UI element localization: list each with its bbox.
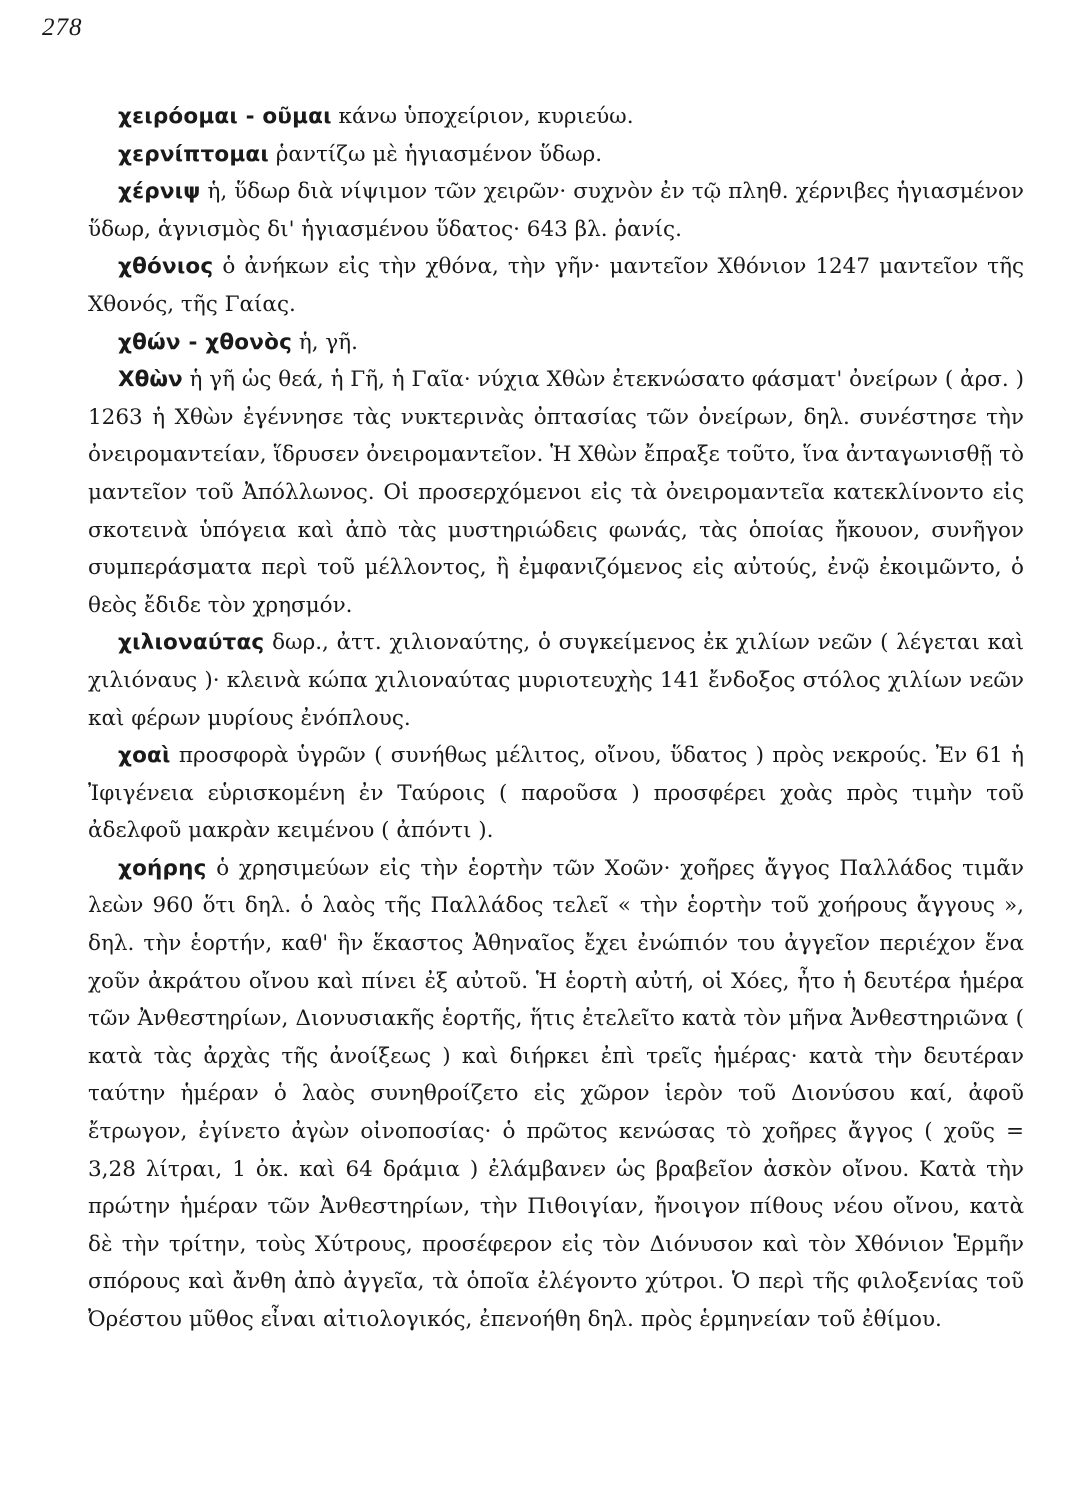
entry-chilionautas <box>88 624 1024 737</box>
definition: ὁ ἀνήκων εἰς τὴν χθόνα, τὴν γῆν· μαντεῖον Χθόνιον 1247 μαντεῖον τῆς Χθονός, τῆς Γαίας. <box>88 254 1024 317</box>
definition: ἡ, γῆ. <box>292 329 358 355</box>
entry-chthonios <box>88 248 1024 323</box>
headword: χερνίπτομαι <box>118 141 269 167</box>
headword: χέρνιψ <box>118 179 201 205</box>
entry-chthon <box>88 324 1024 362</box>
headword: χοαὶ <box>118 743 171 769</box>
headword: χειρόομαι - οῦμαι <box>118 104 332 129</box>
definition: προσφορὰ ὑγρῶν ( συνήθως μέλιτος, οἴνου, ὕδατος ) πρὸς νεκρούς. Ἐν 61 ἡ Ἰφιγένεια εὑρισκομένη ἐν Ταύροις ( παροῦσα ) προσφέρει χοὰς πρὸς τιμὴν τοῦ ἀδελφοῦ μακρὰν κειμένου ( ἀπόντι ). <box>88 743 1024 844</box>
headword: χθόνιος <box>118 254 214 280</box>
headword: χθών - χθονὸς <box>118 329 293 355</box>
definition: ὁ χρησιμεύων εἰς τὴν ἑορτὴν τῶν Χοῶν· χοῆρες ἄγγος Παλλάδος τιμᾶν λεὼν 960 ὅτι δηλ. ὁ λαὸς τῆς Παλλάδος τελεῖ « τὴν ἑορτὴν τοῦ χοήρους ἄγγους », δηλ. τὴν ἑορτήν, καθ' ἣν ἕκαστος Ἀθηναῖος ἔχει ἐνώπιόν του ἀγγεῖον περιέχον ἕνα χοῦν ἀκράτου οἴνου καὶ πίνει ἐξ αὐτοῦ. Ἡ ἑορτὴ αὐτή, οἱ Χόες, ἦτο ἡ δευτέρα ἡμέρα τῶν Ἀνθεστηρίων, Διονυσιακῆς ἑορτῆς, ἥτις ἐτελεῖτο κατὰ τὸν μῆνα Ἀνθεστηριῶνα ( κατὰ τὰς ἀρχὰς τῆς ἀνοίξεως ) καὶ διήρκει ἐπὶ τρεῖς ἡμέρας· κατὰ τὴν δευτέραν ταύτην ἡμέραν ὁ λαὸς συνηθροίζετο εἰς χῶρον ἱερὸν τοῦ Διονύσου καί, ἀφοῦ ἔτρωγον, ἐγίνετο ἀγὼν οἰνοποσίας· ὁ πρῶτος κενώσας τὸ χοῆρες ἄγγος ( χοῦς = 3,28 λίτραι, 1 ὀκ. καὶ 64 δράμια ) ἐλάμβανεν ὡς βραβεῖον ἀσκὸν οἴνου. Κατὰ τὴν πρώτην ἡμέραν τῶν Ἀνθεστηρίων, τὴν Πιθοιγίαν, ἤνοιγον πίθους νέου οἴνου, κατὰ δὲ τὴν τρίτην, τοὺς Χύτρους, προσέφερον εἰς τὸν Διόνυσον καὶ τὸν Χθόνιον Ἑρμῆν σπόρους καὶ ἄνθη ἀπὸ ἀγγεῖα, τὰ ὁποῖα ἐλέγοντο χύτροι. Ὁ περὶ τῆς φιλοξενίας τοῦ Ὀρέστου μῦθος εἶναι αἰτιολογικός, ἐπενοήθη δηλ. πρὸς ἑρμηνείαν τοῦ ἐθίμου. <box>88 855 1024 1332</box>
entry-chernips <box>88 173 1024 248</box>
definition: δωρ., ἀττ. χιλιοναύτης, ὁ συγκείμενος ἐκ χιλίων νεῶν ( λέγεται καὶ χιλιόναυς )· κλεινὰ κώπα χιλιοναύτας μυριοτευχὴς 141 ἔνδοξος στόλος χιλίων νεῶν καὶ φέρων μυρίους ἐνόπλους. <box>88 630 1024 731</box>
entry-cherniptomai <box>88 136 1024 174</box>
entry-cheiroomai <box>88 98 1024 136</box>
entry-choai <box>88 737 1024 850</box>
page-number: 278 <box>42 14 83 41</box>
definition: κάνω ὑποχείριον, κυριεύω. <box>331 104 634 129</box>
definition: ἡ, ὕδωρ διὰ νίψιμον τῶν χειρῶν· συχνὸν ἐν τῷ πληθ. χέρνιβες ἡγιασμένον ὕδωρ, ἁγνισμὸς δι' ἡγιασμένου ὕδατος· 643 βλ. ῥανίς. <box>88 179 1024 242</box>
dictionary-entries <box>88 98 1024 1339</box>
definition: ῥαντίζω μὲ ἡγιασμένον ὕδωρ. <box>268 141 603 167</box>
headword: χιλιοναύτας <box>118 630 265 656</box>
entry-choeres <box>88 850 1024 1339</box>
headword: Χθὼν <box>118 367 183 393</box>
definition: ἡ γῆ ὡς θεά, ἡ Γῆ, ἡ Γαῖα· νύχια Χθὼν ἐτεκνώσατο φάσματ' ὀνείρων ( ἀρσ. ) 1263 ἡ Χθὼν ἐγέννησε τὰς νυκτερινὰς ὀπτασίας τῶν ὀνείρων, δηλ. συνέστησε τὴν ὀνειρομαντείαν, ἵδρυσεν ὀνειρομαντεῖον. Ἡ Χθὼν ἔπραξε τοῦτο, ἵνα ἀνταγωνισθῇ τὸ μαντεῖον τοῦ Ἀπόλλωνος. Οἱ προσερχόμενοι εἰς τὰ ὀνειρομαντεῖα κατεκλίνοντο εἰς σκοτεινὰ ὑπόγεια καὶ ἀπὸ τὰς μυστηριώδεις φωνάς, τὰς ὁποίας ἤκουον, συνῆγον συμπεράσματα περὶ τοῦ μέλλοντος, ἢ ἐμφανιζόμενος εἰς αὐτούς, ἐνῷ ἐκοιμῶντο, ὁ θεὸς ἔδιδε τὸν χρησμόν. <box>88 367 1024 618</box>
entry-chthon-goddess <box>88 361 1024 624</box>
headword: χοήρης <box>118 855 207 881</box>
